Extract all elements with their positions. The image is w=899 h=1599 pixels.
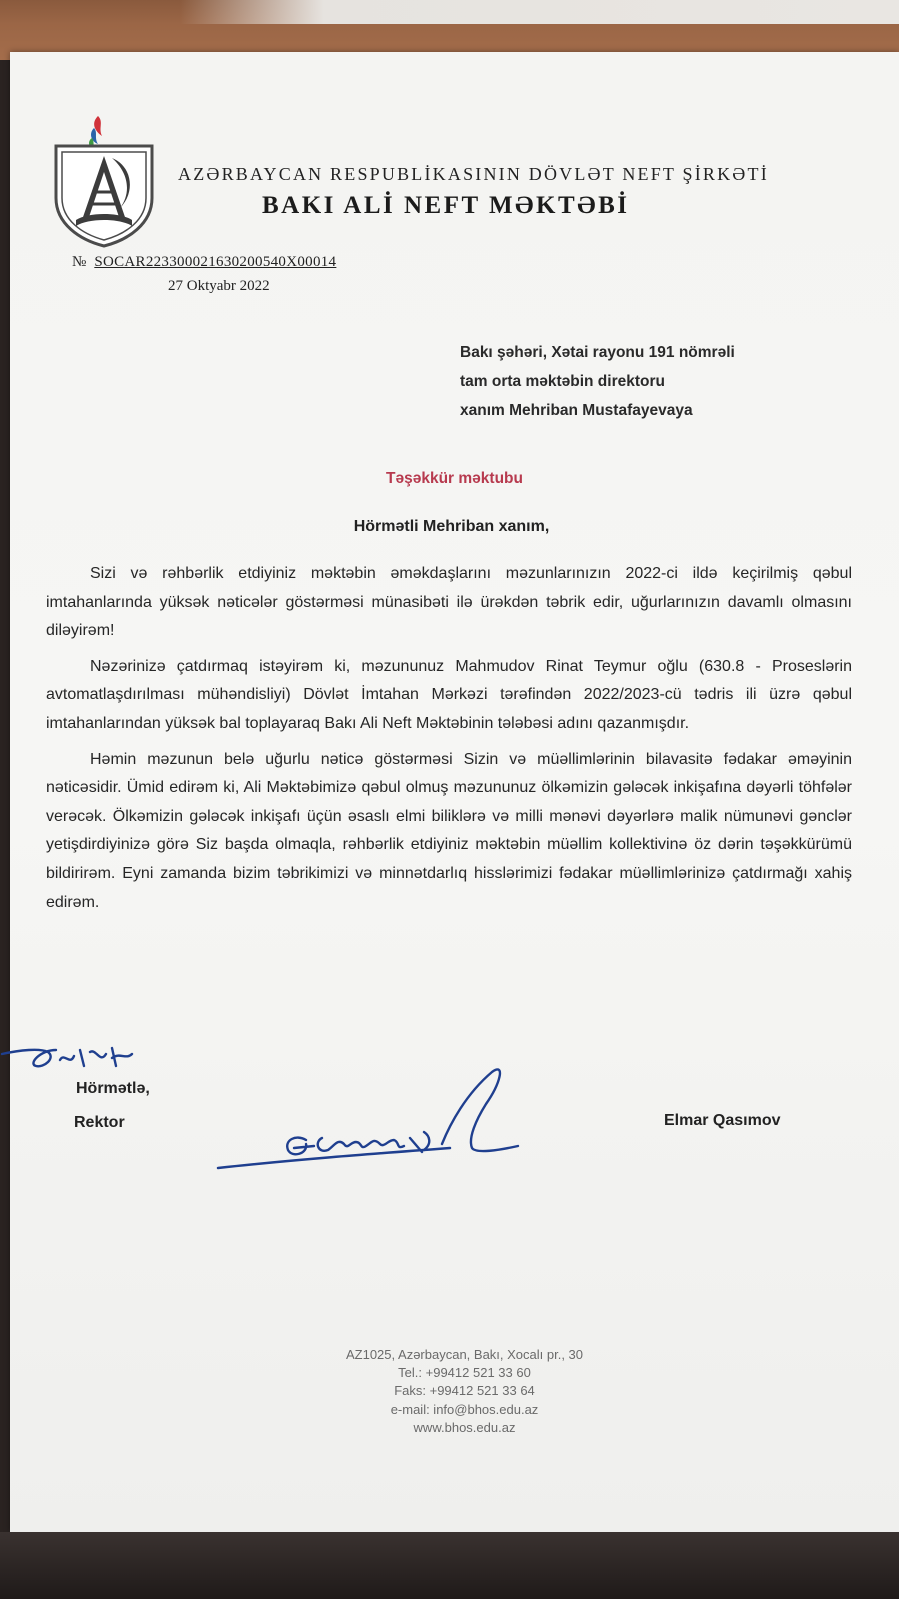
reference-number-prefix: № [72,254,87,270]
signer-name: Elmar Qasımov [664,1112,781,1129]
body-paragraph: Nəzərinizə çatdırmaq istəyirəm ki, məzununuz Mahmudov Rinat Teymur oğlu (630.8 - Proseslərin avtomatlaşdırılması mühəndisliyi) Dövlət İmtahan Mərkəzi tərəfindən 2022/2023-cü tədris ili üzrə qəbul imtahanlarından yüksək bal toplayaraq Bakı Ali Neft Məktəbinin tələbəsi adını qazanmışdır. [46,657,852,732]
footer-email: e-mail: info@bhos.edu.az [390,1401,539,1417]
reference-date: 27 Oktyabr 2022 [168,278,270,294]
bhos-logo-icon [52,112,156,248]
body-paragraph: Həmin məzunun belə uğurlu nəticə göstərməsi Sizin və müəllimlərinin bilavasitə fədakar əməyinin nəticəsidir. Ümid edirəm ki, Ali Məktəbimizə qəbul olmuş məzununuz ölkəmizin gələcək inkişafına dəyərli töhfələr verəcək. Ölkəmizin gələcək inkişafı üçün əsaslı elmi biliklərə və milli mənəvi dəyərlərə malik nümunəvi gənclər yetişdirdiyinizə görə Siz başda olmaqla, rəhbərlik etdiyiniz məktəbin müəllim kollektivinə öz dərin təşəkkürümü bildirirəm. Eyni zamanda bizim təbrikimizi və minnətdarlıq hisslərimizi fədakar müəllimlərinizə çatdırmağı xahiş edirəm. [46,750,852,911]
letter-body [46,560,852,924]
footer-contacts [0,1346,899,1437]
signer-title: Rektor [74,1114,125,1131]
background-light-surface [180,0,899,24]
addressee-line: xanım Mehriban Mustafayevaya [460,402,693,419]
closing-salutation: Hörmətlə, [76,1080,150,1097]
addressee-line: tam orta məktəbin direktoru [460,373,665,390]
table-background-bottom [0,1532,899,1599]
footer-address: AZ1025, Azərbaycan, Bakı, Xocalı pr., 30 [345,1347,584,1362]
initials-signature-icon [0,1036,150,1076]
footer-fax: Faks: +99412 521 33 64 [394,1383,535,1399]
organization-name: AZƏRBAYCAN RESPUBLİKASININ DÖVLƏT NEFT ŞİRKƏTİ [178,164,769,184]
addressee-line: Bakı şəhəri, Xətai rayonu 191 nömrəli [460,344,735,361]
reference-number [72,254,336,271]
addressee-block [460,338,880,425]
institution-name: BAKI ALİ NEFT MƏKTƏBİ [262,192,630,219]
body-paragraph: Sizi və rəhbərlik etdiyiniz məktəbin əməkdaşlarını məzunlarınızın 2022-ci ildə keçirilmiş qəbul imtahanlarında yüksək nəticələr göstərməsi münasibəti ilə ürəkdən təbrik edir, uğurlarınızın davamlı olmasını diləyirəm! [46,565,852,640]
footer-phone: Tel.: +99412 521 33 60 [398,1365,531,1381]
letter-greeting: Hörmətli Mehriban xanım, [353,518,550,535]
reference-number-value: SOCAR22330002163020054​0X00014 [94,254,337,270]
rector-signature-icon [210,1064,540,1174]
letter-subject: Təşəkkür məktubu [386,470,523,487]
footer-website: www.bhos.edu.az [413,1419,516,1435]
